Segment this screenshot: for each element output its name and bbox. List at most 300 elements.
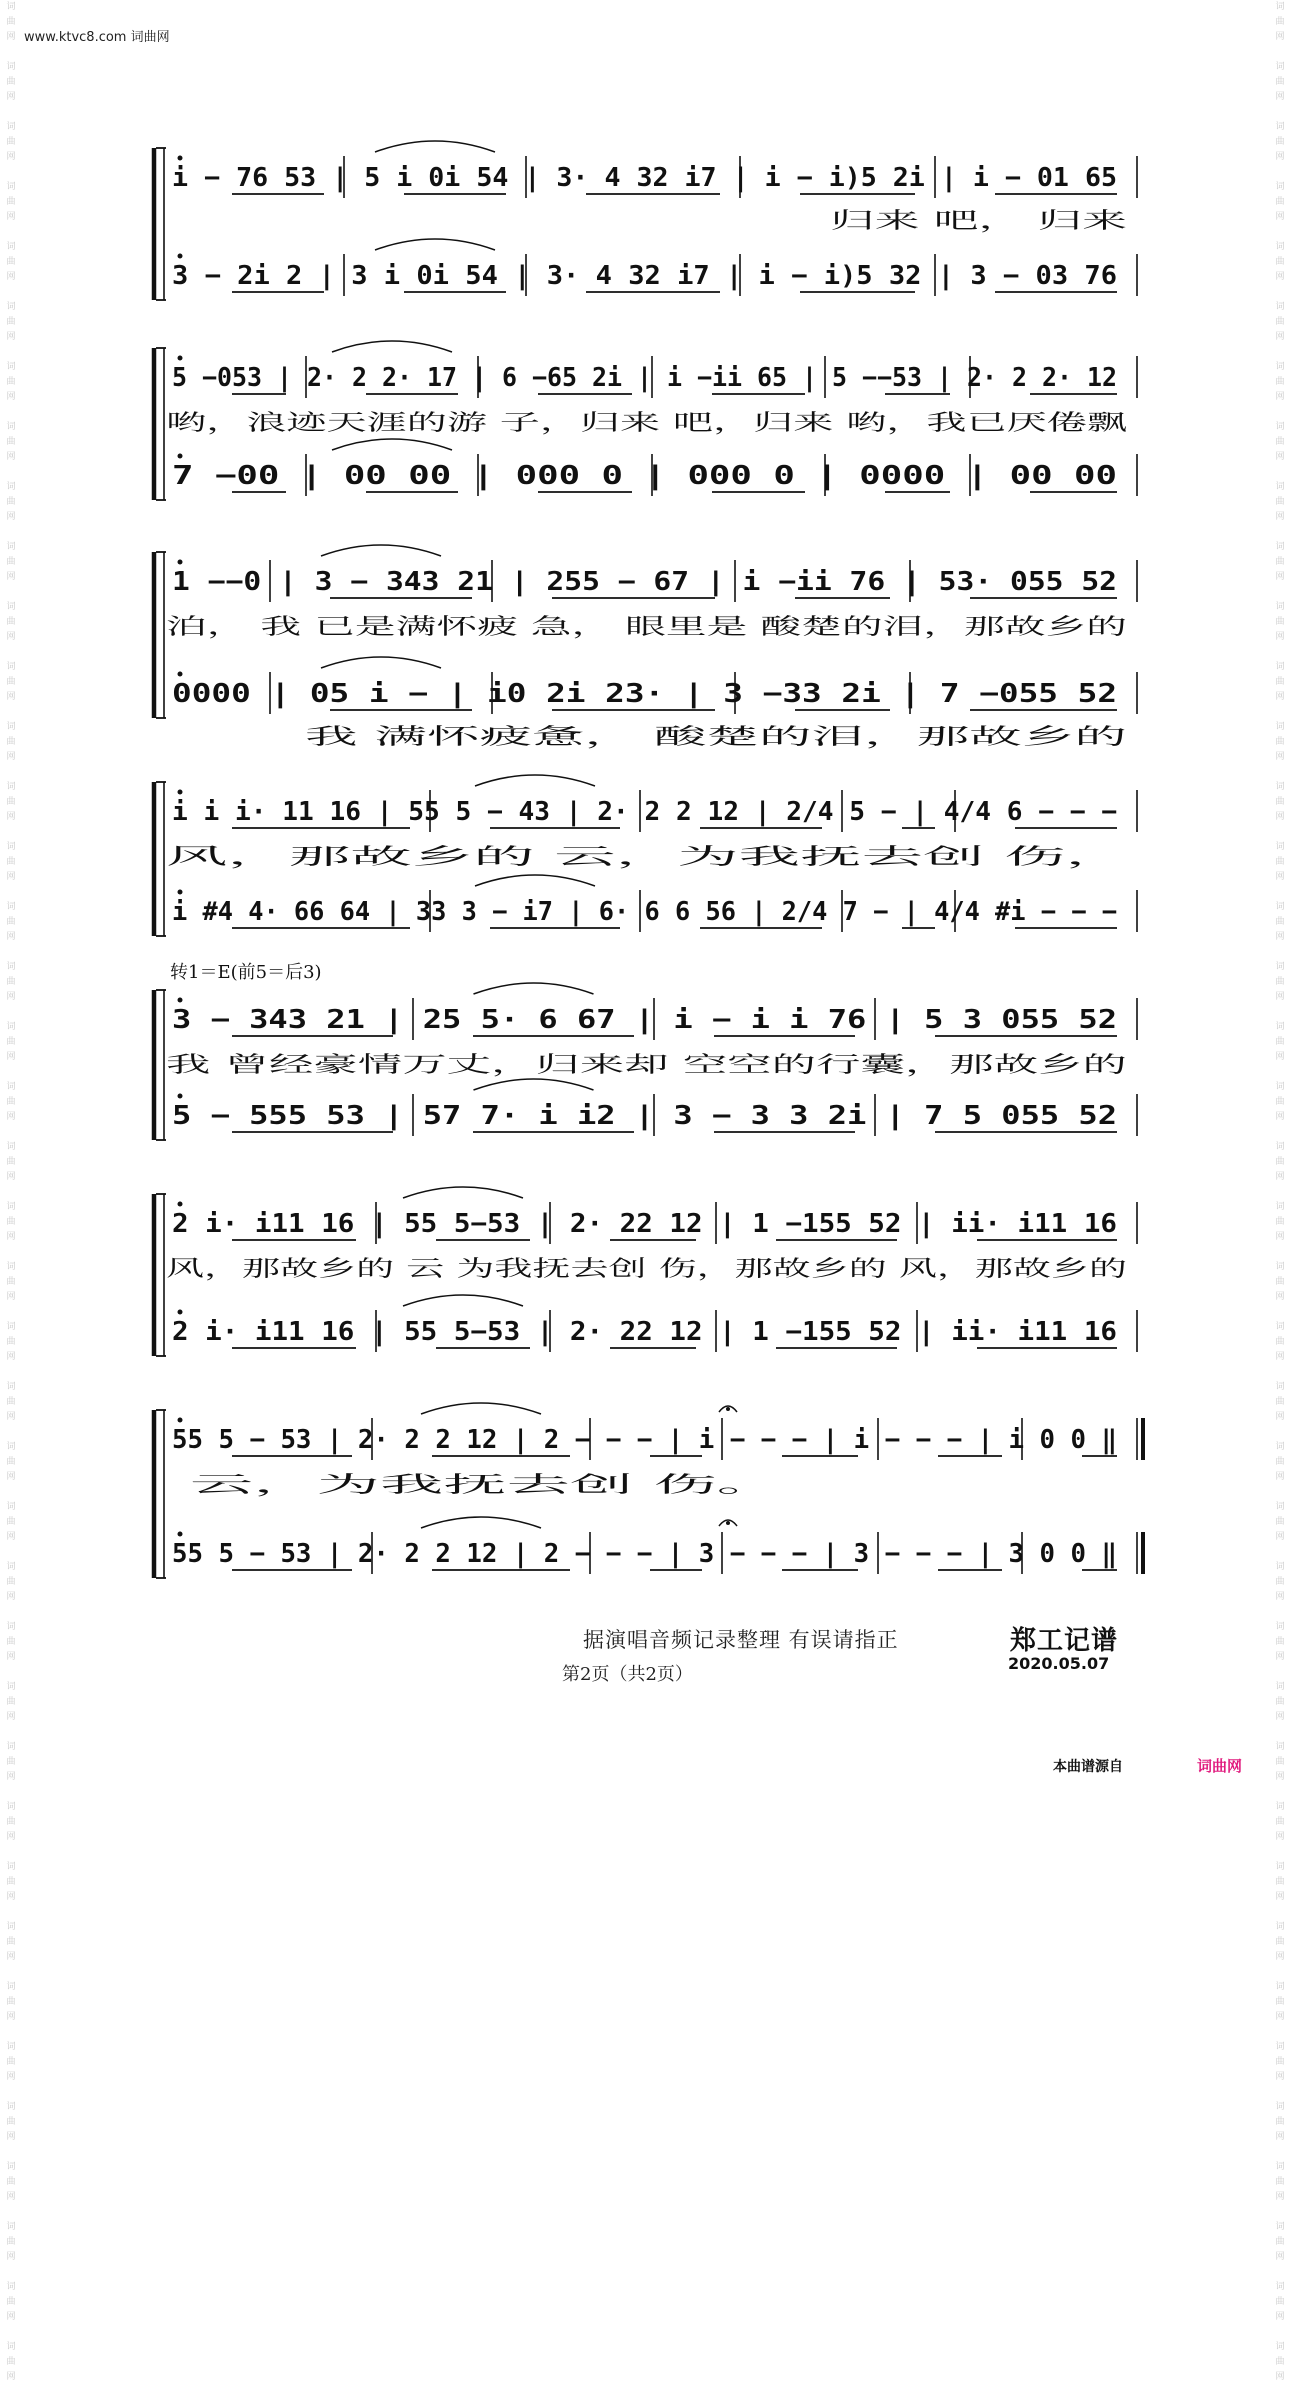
watermark-char: 词	[1275, 1202, 1285, 1212]
watermark-char: 网	[6, 692, 16, 702]
watermark-char: 曲	[1275, 497, 1285, 507]
watermark-char: 网	[1275, 692, 1285, 702]
watermark-char: 词	[1275, 2342, 1285, 2352]
watermark-gap	[4, 2025, 18, 2040]
watermark-char: 曲	[6, 317, 16, 327]
watermark-char: 网	[1275, 1412, 1285, 1422]
watermark-char: 词	[1275, 2042, 1285, 2052]
watermark-gap	[4, 2385, 18, 2400]
watermark-char: 词	[6, 2042, 16, 2052]
watermark-gap	[1273, 2085, 1287, 2100]
watermark-char: 曲	[6, 1637, 16, 1647]
site-url: www.ktvc8.com 词曲网	[24, 30, 170, 45]
octave-dot	[178, 1202, 183, 1207]
watermark-char: 曲	[1275, 437, 1285, 447]
watermark-char: 网	[1275, 2192, 1285, 2202]
slur-upper	[375, 141, 495, 152]
watermark-char: 网	[6, 572, 16, 582]
watermark-char: 网	[1275, 2072, 1285, 2082]
watermark-char: 词	[1275, 482, 1285, 492]
watermark-char: 词	[6, 662, 16, 672]
watermark-char: 曲	[1275, 917, 1285, 927]
watermark-char: 网	[6, 512, 16, 522]
watermark-char: 词	[6, 242, 16, 252]
watermark-char: 曲	[6, 437, 16, 447]
watermark-char: 曲	[1275, 2057, 1285, 2067]
watermark-char: 词	[1275, 122, 1285, 132]
watermark-char: 词	[1275, 1622, 1285, 1632]
watermark-char: 曲	[6, 2177, 16, 2187]
octave-dot	[178, 998, 183, 1003]
watermark-gap	[4, 2085, 18, 2100]
watermark-char: 网	[6, 1292, 16, 1302]
watermark-gap	[1273, 1905, 1287, 1920]
slur-upper	[332, 341, 452, 352]
watermark-char: 曲	[1275, 317, 1285, 327]
watermark-char: 词	[6, 362, 16, 372]
watermark-char: 曲	[1275, 2297, 1285, 2307]
watermark-char: 曲	[6, 557, 16, 567]
watermark-char: 曲	[6, 2357, 16, 2367]
watermark-char: 曲	[6, 1517, 16, 1527]
watermark-char: 网	[1275, 1052, 1285, 1062]
watermark-char: 曲	[6, 1877, 16, 1887]
watermark-char: 网	[6, 272, 16, 282]
watermark-char: 词	[1275, 302, 1285, 312]
watermark-char: 曲	[1275, 1817, 1285, 1827]
watermark-gap	[1273, 2265, 1287, 2280]
watermark-char: 网	[1275, 1592, 1285, 1602]
watermark-char: 网	[1275, 2252, 1285, 2262]
octave-dot	[178, 1532, 183, 1537]
watermark-char: 网	[1275, 2372, 1285, 2382]
watermark-char: 词	[6, 1802, 16, 1812]
watermark-char: 曲	[6, 1337, 16, 1347]
slur-upper	[474, 983, 594, 994]
watermark-char: 词	[6, 542, 16, 552]
watermark-char: 网	[1275, 872, 1285, 882]
watermark-char: 词	[1275, 782, 1285, 792]
watermark-char: 曲	[1275, 1877, 1285, 1887]
watermark-char: 曲	[6, 1697, 16, 1707]
upper-lyric: 风，那故乡的 云，为我抚去创 伤，	[166, 845, 1127, 870]
watermark-char: 曲	[1275, 197, 1285, 207]
watermark-char: 网	[6, 752, 16, 762]
watermark-char: 词	[1275, 1922, 1285, 1932]
watermark-char: 曲	[6, 677, 16, 687]
watermark-char: 网	[1275, 1652, 1285, 1662]
watermark-char: 网	[6, 1532, 16, 1542]
watermark-char: 词	[6, 422, 16, 432]
slur-lower	[475, 875, 595, 886]
watermark-gap	[4, 2145, 18, 2160]
watermark-char: 曲	[6, 137, 16, 147]
watermark-char: 网	[6, 812, 16, 822]
watermark-char: 网	[1275, 392, 1285, 402]
watermark-char: 词	[6, 1982, 16, 1992]
watermark-gap	[1273, 2385, 1287, 2400]
watermark-char: 词	[1275, 182, 1285, 192]
watermark-char: 网	[1275, 1832, 1285, 1842]
page-number: 第2页（共2页）	[562, 1664, 693, 1685]
watermark-char: 曲	[6, 1817, 16, 1827]
watermark-gap	[4, 1845, 18, 1860]
watermark-char: 词	[1275, 362, 1285, 372]
watermark-char: 网	[6, 1472, 16, 1482]
octave-dot	[178, 454, 183, 459]
watermark-char: 网	[1275, 1232, 1285, 1242]
watermark-char: 网	[1275, 332, 1285, 342]
watermark-char: 曲	[6, 2117, 16, 2127]
watermark-char: 曲	[6, 197, 16, 207]
watermark-gap	[1273, 1965, 1287, 1980]
watermark-char: 网	[1275, 2312, 1285, 2322]
watermark-char: 曲	[1275, 1637, 1285, 1647]
watermark-gap	[4, 2205, 18, 2220]
watermark-char: 网	[1275, 752, 1285, 762]
watermark-char: 网	[6, 392, 16, 402]
watermark-char: 曲	[1275, 1577, 1285, 1587]
watermark-char: 词	[1275, 2162, 1285, 2172]
watermark-char: 网	[1275, 1472, 1285, 1482]
slur-lower	[332, 439, 452, 450]
watermark-char: 网	[1275, 1292, 1285, 1302]
watermark-char: 曲	[1275, 1997, 1285, 2007]
upper-part-notes: 3 − 343 21 | 25 5· 6 67 | i − i i 76 | 5 3 055 52	[172, 1005, 1117, 1035]
watermark-char: 曲	[1275, 617, 1285, 627]
watermark-char: 曲	[6, 1457, 16, 1467]
watermark-char: 词	[1275, 1262, 1285, 1272]
watermark-char: 词	[6, 1382, 16, 1392]
watermark-char: 曲	[6, 737, 16, 747]
watermark-char: 曲	[6, 1157, 16, 1167]
upper-lyric: 归来 吧， 归来	[830, 209, 1127, 234]
watermark-char: 网	[6, 1352, 16, 1362]
slur-upper	[421, 1403, 541, 1414]
watermark-char: 网	[6, 1412, 16, 1422]
watermark-char: 曲	[1275, 677, 1285, 687]
watermark-char: 词	[6, 2282, 16, 2292]
slur-lower	[474, 1079, 594, 1090]
upper-part-notes: 2 i· i11 16 | 55 5−53 | 2· 22 12 | 1 −155 52 | ii· i11 16	[172, 1209, 1117, 1239]
watermark-char: 词	[6, 602, 16, 612]
watermark-char: 曲	[1275, 2117, 1285, 2127]
watermark-char: 网	[6, 332, 16, 342]
watermark-char: 曲	[1275, 857, 1285, 867]
watermark-char: 曲	[1275, 77, 1285, 87]
watermark-char: 曲	[1275, 1277, 1285, 1287]
watermark-char: 网	[1275, 632, 1285, 642]
watermark-char: 词	[6, 1322, 16, 1332]
watermark-char: 网	[6, 872, 16, 882]
watermark-char: 网	[1275, 452, 1285, 462]
lower-part-notes: 5 − 555 53 | 57 7· i i2 | 3 − 3 3 2i | 7 5 055 52	[172, 1101, 1117, 1131]
watermark-char: 词	[6, 1622, 16, 1632]
watermark-char: 词	[6, 1562, 16, 1572]
watermark-char: 曲	[1275, 1157, 1285, 1167]
watermark-char: 词	[1275, 1082, 1285, 1092]
lower-part-notes: 0000 | 05 i − | i0 2i 23· | 3 −33 2i | 7 −055 52	[172, 679, 1117, 709]
watermark-char: 词	[6, 962, 16, 972]
source-logo: 词曲网	[1197, 1757, 1243, 1775]
watermark-gap	[4, 2325, 18, 2340]
watermark-char: 曲	[6, 257, 16, 267]
watermark-char: 词	[1275, 962, 1285, 972]
watermark-char: 词	[6, 182, 16, 192]
watermark-char: 词	[6, 842, 16, 852]
watermark-char: 曲	[1275, 557, 1285, 567]
watermark-char: 网	[6, 152, 16, 162]
watermark-char: 网	[1275, 1952, 1285, 1962]
watermark-char: 词	[1275, 1442, 1285, 1452]
watermark-char: 网	[6, 92, 16, 102]
watermark-char: 网	[6, 2252, 16, 2262]
watermark-char: 曲	[6, 1397, 16, 1407]
watermark-char: 网	[6, 1772, 16, 1782]
lower-lyric: 我 满怀疲惫， 酸楚的泪，那故乡的	[305, 725, 1127, 750]
lower-part-notes: 7 −00 | 00 00 | 000 0 | 000 0 | 0000 | 00 00	[172, 461, 1117, 491]
octave-dot	[178, 1418, 183, 1423]
watermark-char: 词	[6, 2342, 16, 2352]
upper-part-notes: i i i· 11 16 | 55 5 − 43 | 2· 2 2 12 | 2/4 5 − | 4/4 6 − − −	[172, 797, 1117, 827]
watermark-char: 网	[1275, 272, 1285, 282]
slur-lower	[321, 657, 441, 668]
watermark-char: 曲	[1275, 1397, 1285, 1407]
watermark-gap	[1273, 2325, 1287, 2340]
upper-part-notes: 55 5 − 53 | 2· 2 2 12 | 2 − − − | i − − − | i − − − | i 0 0 ‖	[172, 1425, 1117, 1455]
watermark-char: 曲	[1275, 1517, 1285, 1527]
watermark-char: 词	[6, 1442, 16, 1452]
upper-lyric: 我 曾经豪情万丈，归来却 空空的行囊，那故乡的	[166, 1053, 1127, 1078]
octave-dot	[178, 356, 183, 361]
watermark-char: 曲	[6, 2297, 16, 2307]
slur-upper	[403, 1187, 523, 1198]
watermark-char: 网	[1275, 32, 1285, 42]
watermark-char: 词	[1275, 1562, 1285, 1572]
watermark-char: 曲	[1275, 1937, 1285, 1947]
octave-dot	[178, 1310, 183, 1315]
watermark-char: 曲	[6, 497, 16, 507]
watermark-char: 曲	[6, 2057, 16, 2067]
credit-note: 据演唱音频记录整理 有误请指正	[583, 1628, 899, 1652]
watermark-char: 词	[1275, 242, 1285, 252]
watermark-char: 曲	[1275, 137, 1285, 147]
watermark-char: 词	[6, 1202, 16, 1212]
watermark-char: 网	[6, 1172, 16, 1182]
lower-part-notes: 3 − 2i 2 | 3 i 0i 54 | 3· 4 32 i7 | i − i)5 32 | 3 − 03 76	[172, 261, 1117, 291]
slur-upper	[475, 775, 595, 786]
watermark-char: 曲	[6, 17, 16, 27]
watermark-char: 曲	[1275, 1037, 1285, 1047]
watermark-char: 网	[6, 2072, 16, 2082]
watermark-char: 曲	[1275, 1457, 1285, 1467]
watermark-char: 网	[6, 1112, 16, 1122]
watermark-char: 网	[6, 1232, 16, 1242]
watermark-char: 网	[6, 2012, 16, 2022]
watermark-char: 曲	[1275, 1097, 1285, 1107]
watermark-char: 网	[6, 1892, 16, 1902]
watermark-char: 网	[6, 1832, 16, 1842]
watermark-char: 网	[6, 32, 16, 42]
watermark-char: 曲	[6, 1277, 16, 1287]
watermark-char: 曲	[6, 857, 16, 867]
watermark-char: 曲	[6, 1097, 16, 1107]
slur-lower	[421, 1517, 541, 1528]
watermark-char: 词	[6, 2102, 16, 2112]
watermark-char: 词	[1275, 842, 1285, 852]
watermark-char: 词	[1275, 1502, 1285, 1512]
upper-part-notes: 1 −−0 | 3 − 343 21 | 255 − 67 | i −ii 76 | 53· 055 52	[172, 567, 1117, 597]
watermark-char: 词	[1275, 1862, 1285, 1872]
octave-dot	[178, 1094, 183, 1099]
watermark-char: 词	[1275, 602, 1285, 612]
watermark-char: 词	[1275, 902, 1285, 912]
watermark-char: 词	[6, 1502, 16, 1512]
watermark-gap	[4, 1965, 18, 1980]
watermark-char: 词	[1275, 1382, 1285, 1392]
watermark-char: 词	[1275, 1022, 1285, 1032]
upper-lyric: 泊， 我 已是满怀疲 急， 眼里是 酸楚的泪，那故乡的	[166, 615, 1127, 640]
watermark-char: 网	[6, 1652, 16, 1662]
octave-dot	[178, 790, 183, 795]
watermark-gap	[1273, 2145, 1287, 2160]
watermark-char: 曲	[1275, 797, 1285, 807]
octave-dot	[178, 254, 183, 259]
watermark-char: 词	[1275, 2222, 1285, 2232]
watermark-char: 词	[6, 1682, 16, 1692]
watermark-char: 网	[6, 992, 16, 1002]
watermark-char: 曲	[6, 377, 16, 387]
watermark-char: 网	[6, 2312, 16, 2322]
watermark-gap	[1273, 1845, 1287, 1860]
watermark-char: 曲	[6, 1037, 16, 1047]
watermark-char: 曲	[6, 77, 16, 87]
watermark-char: 网	[1275, 1352, 1285, 1362]
watermark-char: 曲	[1275, 977, 1285, 987]
watermark-char: 曲	[1275, 2237, 1285, 2247]
watermark-char: 词	[6, 62, 16, 72]
watermark-char: 网	[1275, 932, 1285, 942]
watermark-char: 词	[6, 1262, 16, 1272]
watermark-char: 网	[1275, 2012, 1285, 2022]
upper-lyric: 云，为我抚去创 伤。	[190, 1473, 780, 1498]
watermark-char: 曲	[1275, 1337, 1285, 1347]
watermark-char: 词	[6, 782, 16, 792]
watermark-char: 网	[1275, 152, 1285, 162]
upper-part-notes: i − 76 53 | 5 i 0i 54 | 3· 4 32 i7 | i − i)5 2i | i − 01 65	[172, 163, 1117, 193]
watermark-char: 词	[6, 122, 16, 132]
watermark-char: 曲	[6, 1757, 16, 1767]
watermark-char: 词	[6, 2222, 16, 2232]
watermark-char: 网	[6, 2372, 16, 2382]
watermark-char: 词	[6, 1742, 16, 1752]
watermark-char: 网	[6, 2192, 16, 2202]
watermark-char: 网	[6, 1952, 16, 1962]
watermark-char: 网	[6, 632, 16, 642]
watermark-char: 网	[1275, 812, 1285, 822]
watermark-char: 词	[6, 2, 16, 12]
watermark-char: 网	[6, 2132, 16, 2142]
watermark-char: 词	[1275, 1982, 1285, 1992]
watermark-char: 曲	[1275, 1757, 1285, 1767]
watermark-char: 网	[1275, 512, 1285, 522]
watermark-char: 词	[1275, 422, 1285, 432]
watermark-char: 曲	[6, 1217, 16, 1227]
octave-dot	[178, 672, 183, 677]
upper-part-notes: 5 −053 | 2· 2 2· 17 | 6 −65 2i | i −ii 65 | 5 −−53 | 2· 2 2· 12	[172, 363, 1117, 393]
watermark-char: 词	[1275, 2, 1285, 12]
watermark-char: 曲	[1275, 737, 1285, 747]
watermark-char: 词	[6, 302, 16, 312]
watermark-char: 曲	[6, 977, 16, 987]
lower-part-notes: 55 5 − 53 | 2· 2 2 12 | 2 − − − | 3 − − − | 3 − − − | 3 0 0 ‖	[172, 1539, 1117, 1569]
watermark-char: 网	[1275, 2132, 1285, 2142]
watermark-gap	[4, 1905, 18, 1920]
watermark-char: 曲	[6, 2237, 16, 2247]
brand-date: 2020.05.07	[1008, 1654, 1110, 1673]
watermark-char: 词	[1275, 1682, 1285, 1692]
watermark-char: 词	[1275, 1142, 1285, 1152]
source-label: 本曲谱源自	[1053, 1759, 1123, 1775]
watermark-char: 词	[6, 902, 16, 912]
watermark-char: 曲	[1275, 17, 1285, 27]
brand-mark: 郑工记谱	[1010, 1626, 1119, 1656]
watermark-char: 曲	[6, 1997, 16, 2007]
watermark-char: 曲	[6, 1937, 16, 1947]
watermark-char: 曲	[6, 797, 16, 807]
watermark-char: 词	[1275, 2282, 1285, 2292]
watermark-char: 网	[1275, 1772, 1285, 1782]
watermark-char: 网	[1275, 1712, 1285, 1722]
upper-lyric: 风，那故乡的 云 为我抚去创 伤，那故乡的 风，那故乡的	[166, 1257, 1127, 1282]
watermark-char: 网	[6, 1712, 16, 1722]
watermark-char: 词	[6, 2162, 16, 2172]
watermark-char: 词	[1275, 62, 1285, 72]
watermark-char: 网	[1275, 572, 1285, 582]
fermata-dot	[726, 1407, 730, 1411]
watermark-char: 网	[6, 1052, 16, 1062]
watermark-char: 曲	[1275, 2357, 1285, 2367]
watermark-char: 词	[1275, 2102, 1285, 2112]
watermark-char: 网	[6, 212, 16, 222]
watermark-char: 词	[6, 1862, 16, 1872]
watermark-char: 曲	[6, 617, 16, 627]
watermark-char: 词	[1275, 722, 1285, 732]
watermark-char: 网	[1275, 1532, 1285, 1542]
watermark-char: 网	[6, 452, 16, 462]
watermark-char: 词	[6, 722, 16, 732]
watermark-gap	[1273, 2205, 1287, 2220]
watermark-char: 词	[1275, 662, 1285, 672]
watermark-char: 网	[6, 1592, 16, 1602]
key-change-label: 转1＝E(前5＝后3)	[170, 962, 322, 983]
watermark-char: 词	[6, 1142, 16, 1152]
slur-lower	[403, 1295, 523, 1306]
watermark-char: 曲	[6, 1577, 16, 1587]
watermark-char: 网	[1275, 992, 1285, 1002]
watermark-char: 曲	[1275, 377, 1285, 387]
watermark-char: 词	[1275, 542, 1285, 552]
lower-part-notes: i #4 4· 66 64 | 33 3 − i7 | 6· 6 6 56 | 2/4 7 − | 4/4 #i − − −	[172, 897, 1117, 927]
watermark-char: 网	[1275, 212, 1285, 222]
lower-part-notes: 2 i· i11 16 | 55 5−53 | 2· 22 12 | 1 −155 52 | ii· i11 16	[172, 1317, 1117, 1347]
watermark-char: 词	[6, 482, 16, 492]
slur-upper	[321, 545, 441, 556]
octave-dot	[178, 560, 183, 565]
upper-lyric: 哟，浪迹天涯的游 子，归来 吧，归来 哟，我已厌倦飘	[166, 411, 1127, 436]
watermark-gap	[4, 2265, 18, 2280]
watermark-gap	[1273, 2025, 1287, 2040]
